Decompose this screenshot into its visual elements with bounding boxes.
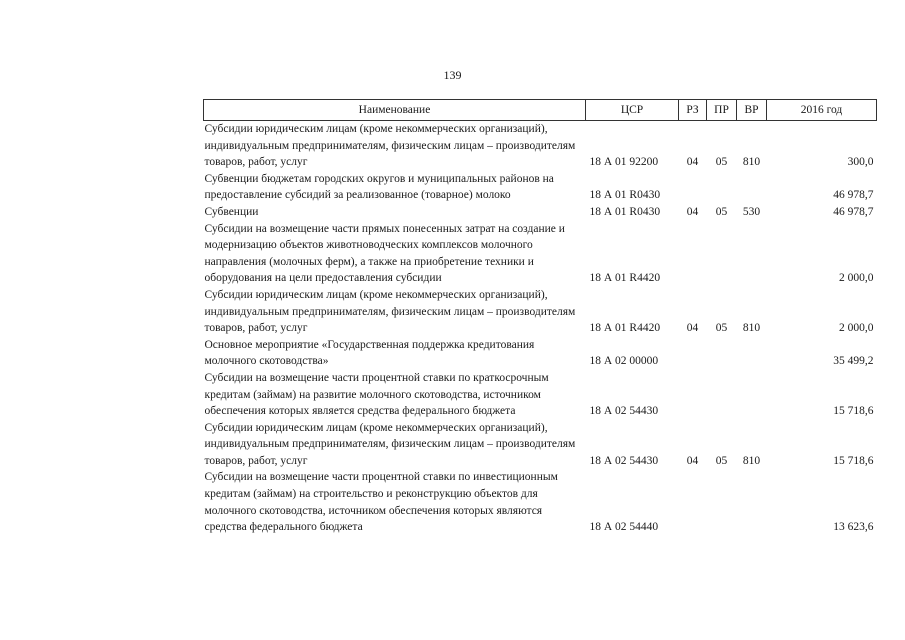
row-pr <box>707 469 737 535</box>
row-name: Субсидии юридическим лицам (кроме некоммерческих организаций), индивидуальным предпринимателям, физическим лицам – производителям товаров, работ, услуг <box>204 421 576 467</box>
table-body <box>204 121 877 536</box>
row-csr: 18 А 01 R0430 <box>589 205 661 218</box>
row-vr <box>737 370 767 420</box>
row-rz <box>679 171 707 204</box>
row-vr <box>737 221 767 287</box>
header-rz: РЗ <box>679 100 707 121</box>
row-vr: 810 <box>742 156 761 169</box>
row-pr <box>707 337 737 370</box>
row-csr: 18 А 02 54430 <box>589 454 659 467</box>
row-pr <box>707 221 737 287</box>
row-vr <box>737 469 767 535</box>
row-rz: 04 <box>686 205 699 218</box>
row-rz <box>679 221 707 287</box>
row-csr: 18 А 01 R0430 <box>589 189 661 202</box>
row-rz: 04 <box>686 156 699 169</box>
table-row <box>204 420 877 470</box>
table-row <box>204 221 877 287</box>
row-amount: 15 718,6 <box>833 454 874 467</box>
row-name: Субсидии юридическим лицам (кроме некоммерческих организаций), индивидуальным предпринимателям, физическим лицам – производителям товаров, работ, услуг <box>204 123 576 169</box>
row-amount: 46 978,7 <box>833 189 874 202</box>
row-pr: 05 <box>715 205 728 218</box>
row-amount: 2 000,0 <box>839 272 874 285</box>
table-row <box>204 171 877 204</box>
row-pr: 05 <box>715 322 728 335</box>
row-csr: 18 А 01 92200 <box>589 156 659 169</box>
row-csr: 18 А 01 R4420 <box>589 322 661 335</box>
row-pr: 05 <box>715 454 728 467</box>
row-amount: 35 499,2 <box>833 355 874 368</box>
header-row <box>204 100 877 121</box>
row-csr: 18 А 02 00000 <box>589 355 659 368</box>
budget-table <box>203 99 877 536</box>
row-vr <box>737 171 767 204</box>
table-row <box>204 287 877 337</box>
row-name: Субсидии на возмещение части процентной ставки по краткосрочным кредитам (займам) на развитие молочного скотоводства, источником обеспечения которых является средства федерального бюджета <box>204 371 549 418</box>
row-pr <box>707 370 737 420</box>
row-rz <box>679 337 707 370</box>
row-rz <box>679 370 707 420</box>
row-vr <box>737 337 767 370</box>
row-amount: 15 718,6 <box>833 405 874 418</box>
row-amount: 13 623,6 <box>833 521 874 534</box>
header-name: Наименование <box>204 100 586 121</box>
row-vr: 810 <box>742 454 761 467</box>
row-vr: 810 <box>742 322 761 335</box>
header-pr: ПР <box>707 100 737 121</box>
table-row <box>204 469 877 535</box>
row-amount: 2 000,0 <box>839 322 874 335</box>
row-csr: 18 А 01 R4420 <box>589 272 661 285</box>
row-name: Субвенции бюджетам городских округов и муниципальных районов на предоставление субсидий за реализованное (товарное) молоко <box>204 172 554 202</box>
table-row <box>204 337 877 370</box>
row-amount: 300,0 <box>847 156 874 169</box>
row-name: Субвенции <box>204 205 259 218</box>
row-name: Субсидии на возмещение части процентной ставки по инвестиционным кредитам (займам) на строительство и реконструкцию объектов для молочного скотоводства, источником обеспечения которых являются средства федерального бюджета <box>204 471 558 534</box>
row-name: Субсидии на возмещение части прямых понесенных затрат на создание и модернизацию объектов животноводческих комплексов молочного направления (молочных ферм), а также на приобретение техники и оборудования на цели предоставления субсидии <box>204 222 565 285</box>
table-row <box>204 370 877 420</box>
row-rz: 04 <box>686 454 699 467</box>
header-csr: ЦСР <box>586 100 679 121</box>
row-name: Субсидии юридическим лицам (кроме некоммерческих организаций), индивидуальным предпринимателям, физическим лицам – производителям товаров, работ, услуг <box>204 288 576 335</box>
header-year: 2016 год <box>767 100 877 121</box>
row-csr: 18 А 02 54440 <box>589 521 659 534</box>
table-header <box>204 100 877 121</box>
row-rz <box>679 469 707 535</box>
row-vr: 530 <box>742 205 761 218</box>
row-pr <box>707 171 737 204</box>
row-name: Основное мероприятие «Государственная поддержка кредитования молочного скотоводства» <box>204 338 535 368</box>
header-vr: ВР <box>737 100 767 121</box>
row-amount: 46 978,7 <box>833 205 874 218</box>
page-number: 139 <box>443 68 462 82</box>
row-rz: 04 <box>686 322 699 335</box>
row-csr: 18 А 02 54430 <box>589 405 659 418</box>
table-row <box>204 204 877 221</box>
row-pr: 05 <box>715 156 728 169</box>
table-row <box>204 121 877 171</box>
